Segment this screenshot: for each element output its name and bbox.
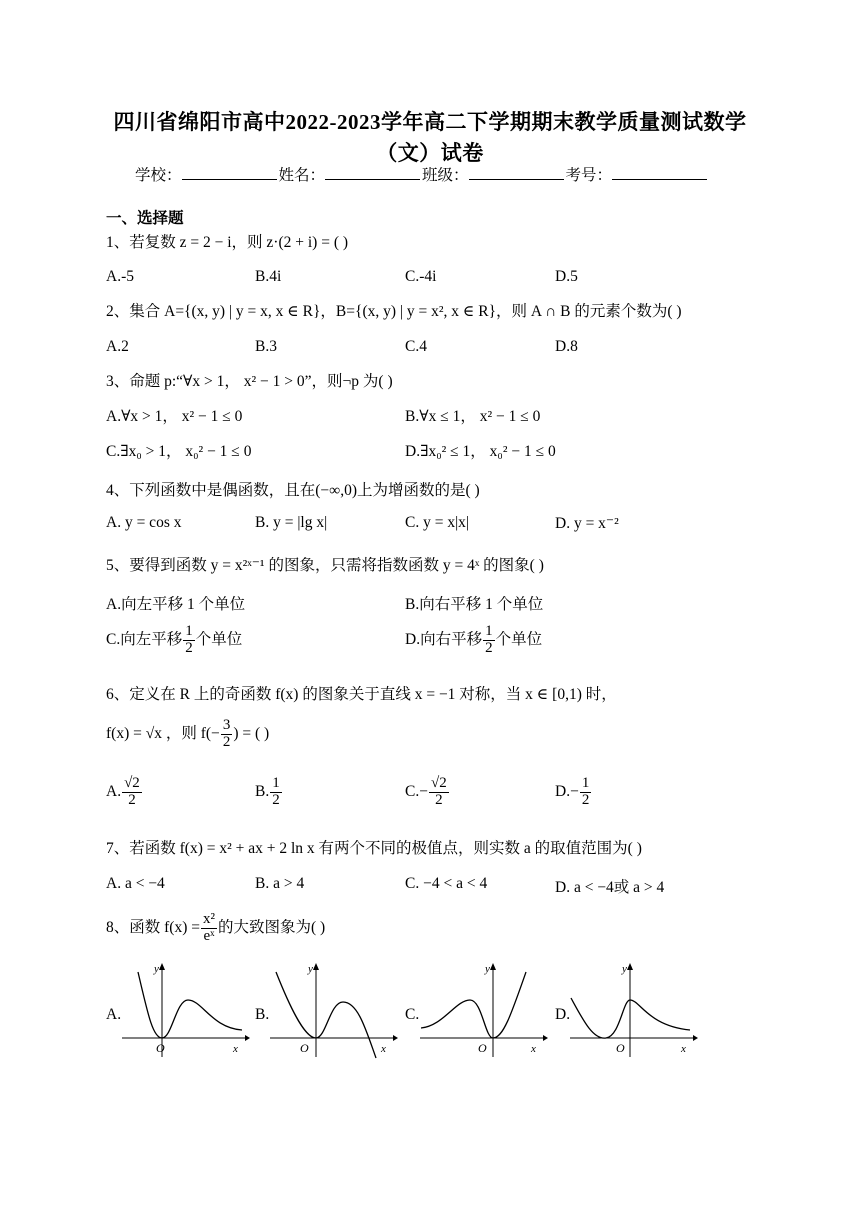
fraction [183, 624, 195, 657]
class-blank [469, 165, 564, 180]
origin-label: O [616, 1041, 625, 1055]
y-axis-label: y [485, 963, 490, 975]
exam-title-line2: （文）试卷 [376, 141, 484, 165]
q6-option-b [255, 776, 283, 809]
fraction-numerator: 1 [581, 775, 590, 791]
exam-title-line1: 四川省绵阳市高中2022-2023学年高二下学期期末教学质量测试数学 [113, 110, 747, 134]
fraction-denominator: 2 [222, 733, 231, 750]
x-axis-label: x [531, 1043, 536, 1055]
student-info-row [135, 163, 709, 185]
q1-option-c: C.-4i [405, 268, 437, 285]
origin-label: O [156, 1041, 165, 1055]
q6-line2-end: ) = ( ) [233, 724, 270, 742]
q5-option-d-label: D.向右平移 [405, 630, 483, 648]
q4-option-c: C. y = x|x| [405, 514, 470, 531]
q8-graph-c [418, 960, 548, 1060]
question-8-stem [106, 912, 325, 945]
section-heading: 一、选择题 [106, 210, 184, 227]
q3-option-a: A.∀x > 1， x² − 1 ≤ 0 [106, 408, 243, 425]
fraction-denominator: 2 [128, 791, 136, 808]
school-blank [182, 165, 277, 180]
q6-option-c [405, 776, 450, 809]
fraction [483, 624, 495, 657]
fraction [122, 776, 142, 809]
fraction-denominator: 2 [581, 791, 590, 808]
q7-option-b: B. a > 4 [255, 875, 305, 892]
q5-option-c [106, 624, 242, 657]
q6-line2-start: f(x) = √x ，则 f(− [106, 724, 220, 742]
question-3-stem: 3、命题 p:“∀x > 1， x² − 1 > 0”，则¬p 为( ) [106, 373, 393, 390]
fraction [201, 912, 217, 945]
q8-option-c: C. [405, 1006, 420, 1023]
q1-option-d: D.5 [555, 268, 578, 285]
q8-option-d: D. [555, 1006, 571, 1023]
name-label: 姓名： [278, 167, 326, 184]
q5-option-d-unit: 个单位 [495, 630, 543, 648]
fraction [580, 776, 592, 809]
q5-option-a: A.向左平移 1 个单位 [106, 596, 246, 613]
q3-option-c: C.∃x₀ > 1， x₀² − 1 ≤ 0 [106, 443, 252, 460]
question-5-stem: 5、要得到函数 y = x²ˣ⁻¹ 的图象，只需将指数函数 y = 4ˣ 的图象( ) [106, 557, 544, 574]
q2-option-a: A.2 [106, 338, 129, 355]
fraction-numerator: 1 [272, 775, 280, 791]
fraction-denominator: 2 [435, 791, 443, 808]
q4-option-b: B. y = |lg x| [255, 514, 328, 531]
q5-option-c-label: C.向左平移 [106, 630, 183, 648]
school-label: 学校： [135, 167, 182, 184]
fraction-numerator: 1 [185, 623, 193, 639]
fraction-denominator: 2 [272, 791, 280, 808]
fraction-numerator: 3 [222, 717, 231, 733]
q8-graph-d [568, 960, 698, 1060]
q5-option-d [405, 624, 542, 657]
question-2-stem: 2、集合 A={(x, y) | y = x, x ∈ R}，B={(x, y) | y = x², x ∈ R}，则 A ∩ B 的元素个数为( ) [106, 303, 682, 320]
fraction-denominator: 2 [185, 639, 193, 656]
class-label: 班级： [422, 167, 469, 184]
q8-graph-b [268, 960, 398, 1060]
q6-option-a [106, 776, 143, 809]
q2-option-d: D.8 [555, 338, 578, 355]
q6-option-a-label: A. [106, 782, 122, 800]
fraction-denominator: 2 [485, 639, 493, 656]
q6-option-d-label: D.− [555, 782, 579, 800]
fraction-numerator: x² [202, 911, 215, 927]
x-axis-label: x [381, 1043, 386, 1055]
x-axis-label: x [233, 1043, 238, 1055]
exam-no-label: 考号： [565, 167, 613, 184]
q4-option-d: D. y = x⁻² [555, 515, 619, 532]
y-axis-label: y [308, 963, 313, 975]
question-6-stem-line1: 6、定义在 R 上的奇函数 f(x) 的图象关于直线 x = −1 对称，当 x ∈ [0,1) 时， [106, 686, 617, 703]
fraction [270, 776, 282, 809]
fraction-numerator: √2 [430, 775, 447, 791]
q7-option-c: C. −4 < a < 4 [405, 875, 488, 892]
fraction-denominator: eˣ [203, 927, 215, 944]
q1-option-b: B.4i [255, 268, 282, 285]
question-4-stem: 4、下列函数中是偶函数，且在(−∞,0)上为增函数的是( ) [106, 482, 480, 499]
fraction-numerator: √2 [124, 775, 140, 791]
origin-label: O [300, 1041, 309, 1055]
q3-option-b: B.∀x ≤ 1， x² − 1 ≤ 0 [405, 408, 541, 425]
q8-graph-a [120, 960, 250, 1060]
q2-option-b: B.3 [255, 338, 277, 355]
q3-option-d: D.∃x₀² ≤ 1， x₀² − 1 ≤ 0 [405, 443, 556, 460]
q8-option-b: B. [255, 1006, 270, 1023]
q2-option-c: C.4 [405, 338, 427, 355]
q6-option-d [555, 776, 592, 809]
exam-no-blank [612, 165, 707, 180]
q8-stem-start: 8、函数 f(x) = [106, 918, 200, 936]
fraction-numerator: 1 [485, 623, 493, 639]
name-blank [325, 165, 420, 180]
q1-option-a: A.-5 [106, 268, 134, 285]
q8-option-a: A. [106, 1006, 122, 1023]
origin-label: O [478, 1041, 487, 1055]
y-axis-label: y [622, 963, 627, 975]
y-axis-label: y [154, 963, 159, 975]
q5-option-c-unit: 个单位 [195, 630, 243, 648]
q5-option-b: B.向右平移 1 个单位 [405, 596, 544, 613]
question-7-stem: 7、若函数 f(x) = x² + ax + 2 ln x 有两个不同的极值点，则实数 a 的取值范围为( ) [106, 840, 642, 857]
q6-option-b-label: B. [255, 782, 270, 800]
q7-option-a: A. a < −4 [106, 875, 165, 892]
q4-option-a: A. y = cos x [106, 514, 182, 531]
q6-option-c-label: C.− [405, 782, 428, 800]
fraction [429, 776, 449, 809]
question-1-stem: 1、若复数 z = 2 − i，则 z·(2 + i) = ( ) [106, 234, 349, 251]
fraction [221, 718, 233, 751]
question-6-stem-line2 [106, 718, 269, 751]
x-axis-label: x [681, 1043, 686, 1055]
q7-option-d: D. a < −4或 a > 4 [555, 879, 665, 896]
q8-stem-end: 的大致图象为( ) [217, 918, 326, 936]
